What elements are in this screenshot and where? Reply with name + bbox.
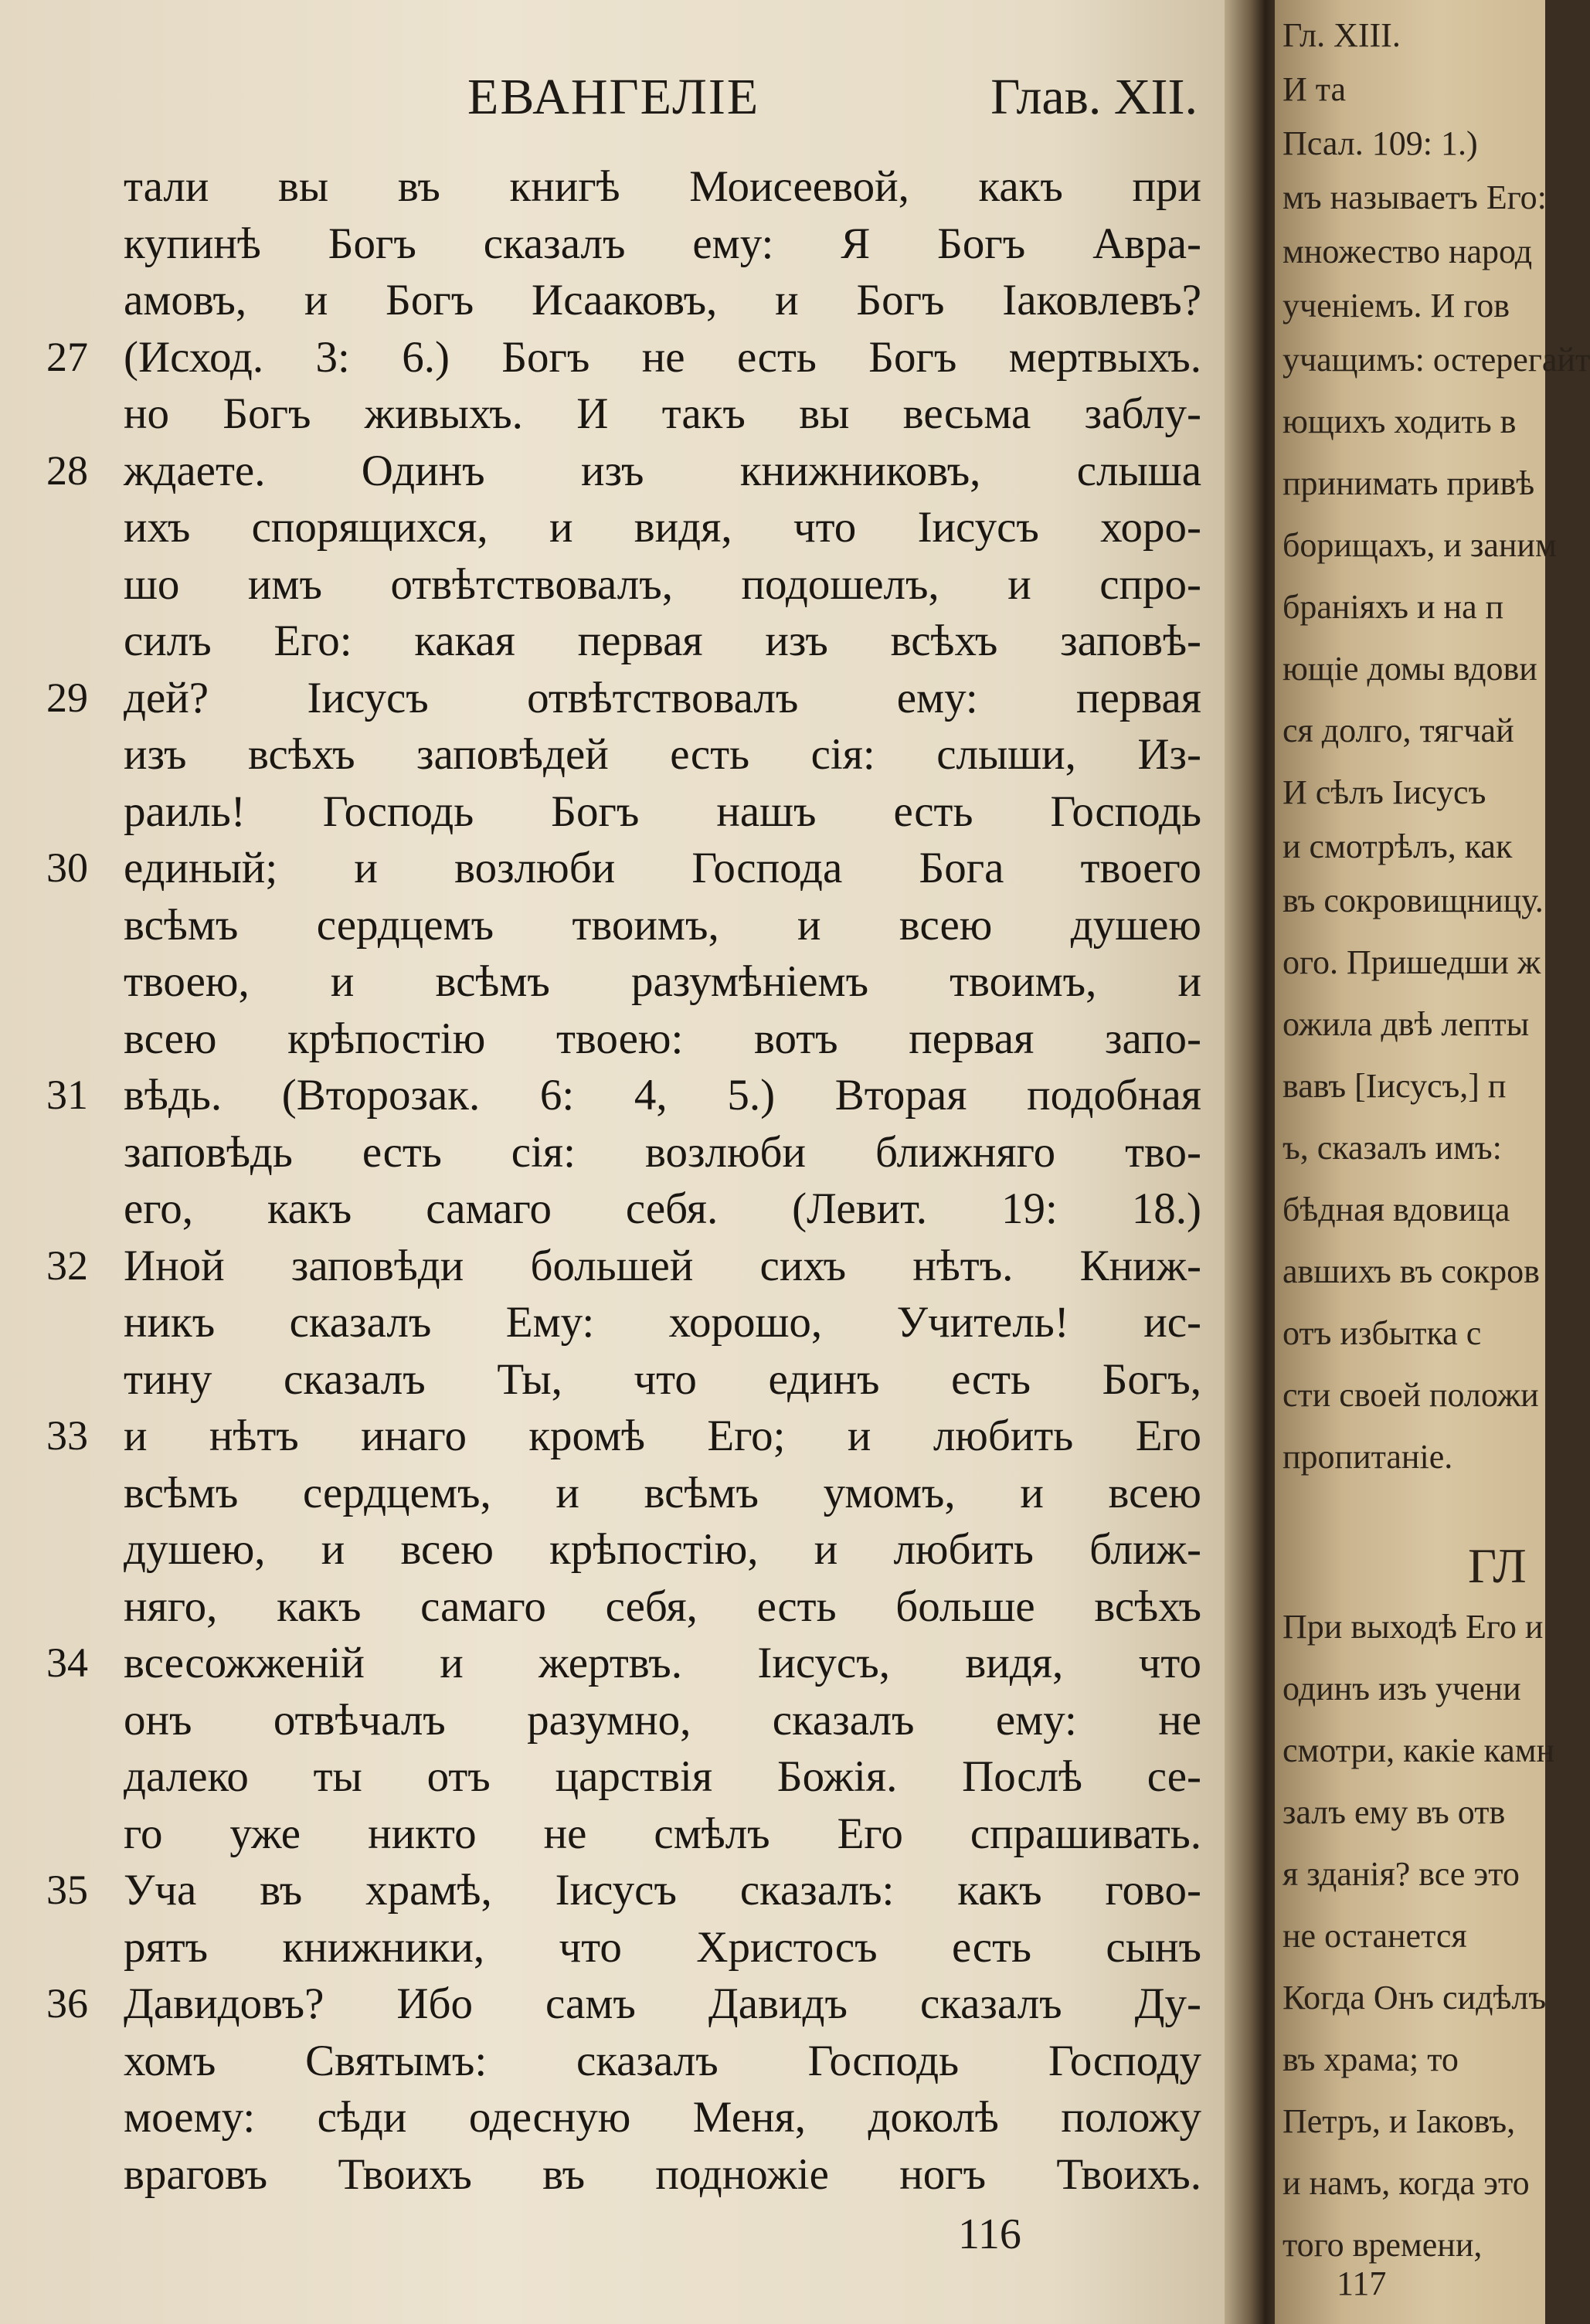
text-line [46, 329, 1201, 386]
right-page-fragment: Петръ, и Іаковъ, [1283, 2102, 1516, 2140]
right-page-fragment: въ храма; то [1283, 2040, 1459, 2078]
right-page-fragment: и смотрѣлъ, как [1283, 827, 1513, 865]
right-page-fragment: пропитаніе. [1283, 1438, 1453, 1476]
line-text: твоею, и всѣмъ разумѣніемъ твоимъ, и [124, 957, 1201, 1006]
line-text: тину сказалъ Ты, что единъ есть Богъ, [124, 1354, 1201, 1404]
verse-number: 36 [46, 1980, 88, 2027]
line-text: дей? Іисусъ отвѣтствовалъ ему: первая [124, 673, 1201, 722]
text-line [124, 499, 1201, 556]
right-page-fragment: того времени, [1283, 2226, 1483, 2264]
text-line [124, 2146, 1201, 2203]
line-text: Иной заповѣди большей сихъ нѣтъ. Книж- [124, 1241, 1201, 1290]
line-text: хомъ Святымъ: сказалъ Господь Господу [124, 2036, 1201, 2085]
verse-number: 30 [46, 844, 88, 891]
text-line [124, 1806, 1201, 1863]
running-head [108, 68, 1205, 138]
right-page [1275, 0, 1590, 2324]
text-line [124, 1919, 1201, 1976]
text-line [124, 1181, 1201, 1238]
text-line [46, 443, 1201, 500]
text-line [124, 783, 1201, 841]
line-text: (Исход. 3: 6.) Богъ не есть Богъ мертвыхъ. [124, 332, 1201, 382]
right-page-fragment: принимать привѣ [1283, 464, 1535, 502]
page-number: 116 [958, 2210, 1021, 2258]
right-page-fragment: учащимъ: остерегайт [1283, 341, 1590, 379]
right-page-fragment: ого. Пришедши ж [1283, 943, 1541, 981]
text-line [124, 1465, 1201, 1522]
right-page-fragment: ющихъ ходить в [1283, 403, 1517, 440]
right-page-fragment: множество народ [1283, 233, 1533, 270]
verse-number: 28 [46, 447, 88, 494]
right-page-fragment: ся долго, тягчай [1283, 712, 1514, 749]
right-page-fragment: ожила двѣ лепты [1283, 1005, 1530, 1043]
text-line [124, 726, 1201, 783]
line-text: Уча въ храмѣ, Іисусъ сказалъ: какъ гово- [124, 1866, 1201, 1915]
text-line [46, 670, 1201, 727]
text-line [124, 1124, 1201, 1181]
right-page-fragment: авшихъ въ сокров [1283, 1252, 1540, 1290]
verse-number: 33 [46, 1412, 88, 1459]
line-text: враговъ Твоихъ въ подножіе ногъ Твоихъ. [124, 2149, 1201, 2199]
line-text: го уже никто не смѣлъ Его спрашивать. [124, 1809, 1201, 1858]
scripture-text-block [46, 158, 1201, 2203]
right-page-fragment: не останется [1283, 1917, 1467, 1955]
right-page-fragment: бѣдная вдовица [1283, 1191, 1510, 1228]
line-text: всѣмъ сердцемъ, и всѣмъ умомъ, и всею [124, 1468, 1201, 1517]
right-page-fragment: ученіемъ. И гов [1283, 287, 1510, 324]
right-page-fragment: смотри, какіе камн [1283, 1731, 1555, 1769]
line-text: но Богъ живыхъ. И такъ вы весьма заблу- [124, 389, 1201, 438]
right-page-fragment: отъ избытка с [1283, 1314, 1482, 1352]
text-line [124, 386, 1201, 443]
right-page-fragment: ъ, сказалъ имъ: [1283, 1129, 1502, 1167]
line-text: онъ отвѣчалъ разумно, сказалъ ему: не [124, 1695, 1201, 1745]
line-text: всѣмъ сердцемъ твоимъ, и всею душею [124, 900, 1201, 950]
right-page-number: 117 [1337, 2265, 1387, 2302]
text-line [124, 216, 1201, 273]
line-text: раиль! Господь Богъ нашъ есть Господь [124, 787, 1201, 836]
line-text: ждаете. Одинъ изъ книжниковъ, слыша [124, 446, 1201, 495]
running-head-title: ЕВАНГЕЛІЕ [467, 69, 760, 125]
text-line [46, 1635, 1201, 1692]
right-page-fragment: и намъ, когда это [1283, 2164, 1530, 2202]
text-line [124, 272, 1201, 329]
line-text: заповѣдь есть сія: возлюби ближняго тво- [124, 1127, 1201, 1177]
line-text: няго, какъ самаго себя, есть больше всѣхъ [124, 1582, 1201, 1631]
text-line [46, 1862, 1201, 1919]
right-page-fragment: И та [1283, 70, 1347, 108]
right-page-fragment: Гл. XIII. [1283, 16, 1401, 54]
right-page-fragment: сти своей положи [1283, 1376, 1539, 1414]
line-text: изъ всѣхъ заповѣдей есть сія: слыши, Из- [124, 730, 1201, 779]
verse-number: 35 [46, 1867, 88, 1913]
text-line [124, 1011, 1201, 1068]
right-page-fragment: одинъ изъ учени [1283, 1670, 1521, 1707]
verse-number: 27 [46, 333, 88, 380]
line-text: шо имъ отвѣтствовалъ, подошелъ, и спро- [124, 559, 1201, 609]
line-text: никъ сказалъ Ему: хорошо, Учитель! ис- [124, 1298, 1201, 1347]
right-page-fragment: вавъ [Іисусъ,] п [1283, 1067, 1507, 1105]
right-page-fragment: я зданія? все это [1283, 1855, 1520, 1893]
text-line [124, 2033, 1201, 2090]
text-line [124, 1351, 1201, 1408]
line-text: его, какъ самаго себя. (Левит. 19: 18.) [124, 1184, 1201, 1233]
text-line [46, 1976, 1201, 2033]
text-line [124, 1692, 1201, 1749]
right-page-fragment: мъ называетъ Его: [1283, 178, 1547, 216]
book-gutter [1225, 0, 1283, 2324]
text-line [124, 556, 1201, 613]
text-line [124, 2089, 1201, 2146]
verse-number: 34 [46, 1639, 88, 1686]
text-line [124, 158, 1201, 216]
text-line [124, 953, 1201, 1011]
right-page-fragment: Псал. 109: 1.) [1283, 124, 1478, 162]
line-text: Давидовъ? Ибо самъ Давидъ сказалъ Ду- [124, 1979, 1201, 2028]
text-line [46, 1067, 1201, 1124]
text-line [124, 1521, 1201, 1578]
text-line [46, 1238, 1201, 1295]
verse-number: 31 [46, 1072, 88, 1118]
line-text: купинѣ Богъ сказалъ ему: Я Богъ Авра- [124, 219, 1201, 268]
text-line [124, 897, 1201, 954]
line-text: душею, и всею крѣпостію, и любить ближ- [124, 1525, 1201, 1574]
line-text: всею крѣпостію твоею: вотъ первая запо- [124, 1014, 1201, 1063]
right-page-fragment: браніяхъ и на п [1283, 588, 1504, 626]
text-line [124, 1294, 1201, 1351]
text-line [46, 1408, 1201, 1465]
text-line [124, 1578, 1201, 1636]
text-line [124, 613, 1201, 670]
line-text: тали вы въ книгѣ Моисеевой, какъ при [124, 162, 1201, 211]
verse-number: 29 [46, 674, 88, 721]
running-head-chapter: Глав. XII. [990, 69, 1198, 125]
line-text: силъ Его: какая первая изъ всѣхъ заповѣ- [124, 617, 1201, 665]
line-text: вѣдь. (Второзак. 6: 4, 5.) Вторая подобная [124, 1071, 1201, 1120]
right-page-fragment: ющіе домы вдови [1283, 650, 1537, 688]
text-line [124, 1748, 1201, 1806]
text-line [46, 840, 1201, 897]
line-text: далеко ты отъ царствія Божія. Послѣ се- [124, 1752, 1201, 1801]
line-text: рятъ книжники, что Христосъ есть сынъ [124, 1922, 1201, 1972]
line-text: ихъ спорящихся, и видя, что Іисусъ хоро- [124, 503, 1201, 552]
right-page-fragment: При выходѣ Его и [1283, 1608, 1544, 1646]
verse-number: 32 [46, 1242, 88, 1289]
line-text: всесожженій и жертвъ. Іисусъ, видя, что [124, 1639, 1201, 1687]
line-text: моему: сѣди одесную Меня, доколѣ положу [124, 2093, 1201, 2142]
right-page-fragment: Когда Онъ сидѣлъ [1283, 1979, 1547, 2017]
right-page-fragment: И сѣлъ Іисусъ [1283, 773, 1486, 811]
line-text: и нѣтъ инаго кромѣ Его; и любить Его [124, 1412, 1201, 1460]
right-page-fragment: борищахъ, и заним [1283, 526, 1557, 564]
line-text: амовъ, и Богъ Исааковъ, и Богъ Іаковлевъ? [124, 276, 1201, 324]
line-text: единый; и возлюби Господа Бога твоего [124, 844, 1201, 892]
right-page-fragment: залъ ему въ отв [1283, 1793, 1506, 1831]
right-page-fragment: ГЛ [1468, 1538, 1527, 1593]
right-page-fragment: въ сокровищницу. [1283, 882, 1544, 919]
